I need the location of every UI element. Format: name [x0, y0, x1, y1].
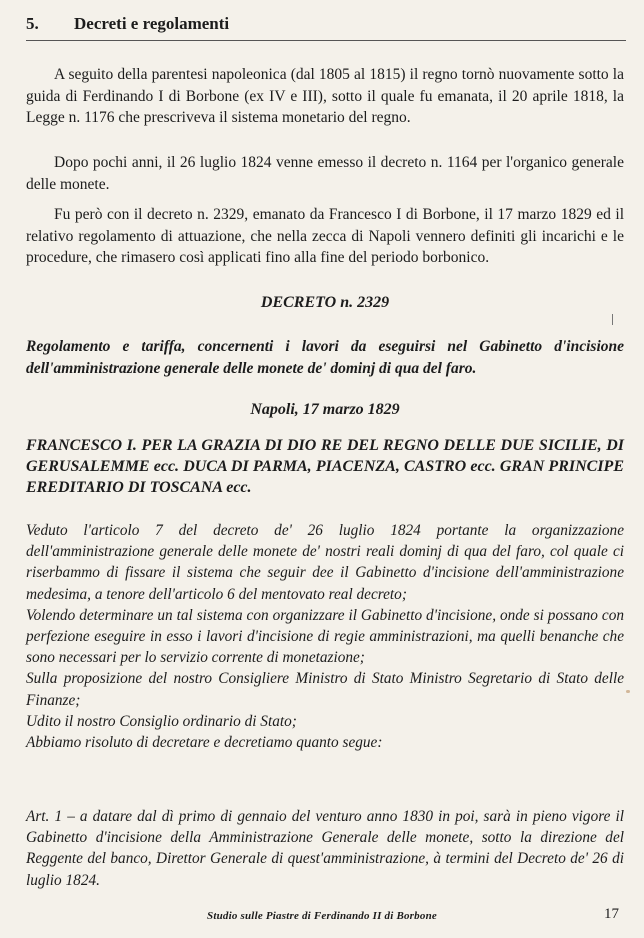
- preamble-udito: Udito il nostro Consiglio ordinario di Stato;: [26, 712, 297, 730]
- preamble-volendo: Volendo determinare un tal sistema con organizzare il Gabinetto d'incisione, onde si possano con perfezione eseguire in esso i lavori d'incisione di regie amministrazioni, ma quelli benanche che sono necessari per lo servizio corrente di monetazione;: [26, 606, 624, 667]
- intro-paragraph-2: Dopo pochi anni, il 26 luglio 1824 venne emesso il decreto n. 1164 per l'organico generale delle monete.: [26, 154, 624, 193]
- decree-title: DECRETO n. 2329: [260, 294, 390, 311]
- preamble-sulla-proposizione: Sulla proposizione del nostro Consigliere Ministro di Stato Ministro Segretario di Stato delle Finanze;: [26, 670, 624, 709]
- preamble-veduto: Veduto l'articolo 7 del decreto de' 26 luglio 1824 portante la organizzazione dell'amministrazione generale delle monete de' nostri reali dominj di qua del faro, col quale ci riserbammo di fissare il sistema che seguir dee il Gabinetto d'incisione dell'amministrazione medesima, a tenore dell'articolo 6 del mentovato real decreto;: [26, 522, 624, 603]
- section-number: 5.: [26, 14, 39, 33]
- decree-sovereign-titles: FRANCESCO I. PER LA GRAZIA DI DIO RE DEL REGNO DELLE DUE SICILIE, DI GERUSALEMME ecc. DUCA DI PARMA, PIACENZA, CASTRO ecc. GRAN PRINCIPE EREDITARIO DI TOSCANA ecc.: [26, 437, 624, 496]
- footer-book-title: Studio sulle Piastre di Ferdinando II di Borbone: [207, 910, 437, 922]
- preamble-abbiamo-risoluto: Abbiamo risoluto di decretare e decretiamo quanto segue:: [26, 734, 383, 752]
- decree-place-date: Napoli, 17 marzo 1829: [250, 401, 400, 418]
- intro-paragraph-3: Fu però con il decreto n. 2329, emanato da Francesco I di Borbone, il 17 marzo 1829 ed il relativo regolamento di attuazione, che nella zecca di Napoli vennero definiti gli incarichi e le procedure, che rimasero così applicati fino alla fine del periodo borbonico.: [26, 206, 624, 266]
- intro-paragraph-1: A seguito della parentesi napoleonica (dal 1805 al 1815) il regno tornò nuovamente sotto la guida di Ferdinando I di Borbone (ex IV e III), sotto il quale fu emanata, il 20 aprile 1818, la Legge n. 1176 che prescriveva il sistema monetario del regno.: [26, 66, 624, 126]
- page-number: 17: [604, 906, 619, 922]
- section-title: Decreti e regolamenti: [74, 14, 230, 33]
- decree-article-1: Art. 1 – a datare dal dì primo di gennaio del venturo anno 1830 in poi, sarà in pieno vigore il Gabinetto d'incisione della Amministrazione Generale delle monete, sotto la direzione del Reggente del banco, Direttor Generale di quest'amministrazione, à termini del Decreto de' 26 di luglio 1824.: [26, 808, 624, 889]
- decree-subtitle: Regolamento e tariffa, concernenti i lavori da eseguirsi nel Gabinetto d'incisione dell'amministrazione generale delle monete de' dominj di qua del faro.: [26, 338, 624, 377]
- scan-mark: [612, 314, 613, 325]
- scan-speck: [626, 690, 630, 693]
- section-header: [26, 10, 626, 41]
- decree-preamble: [26, 520, 624, 753]
